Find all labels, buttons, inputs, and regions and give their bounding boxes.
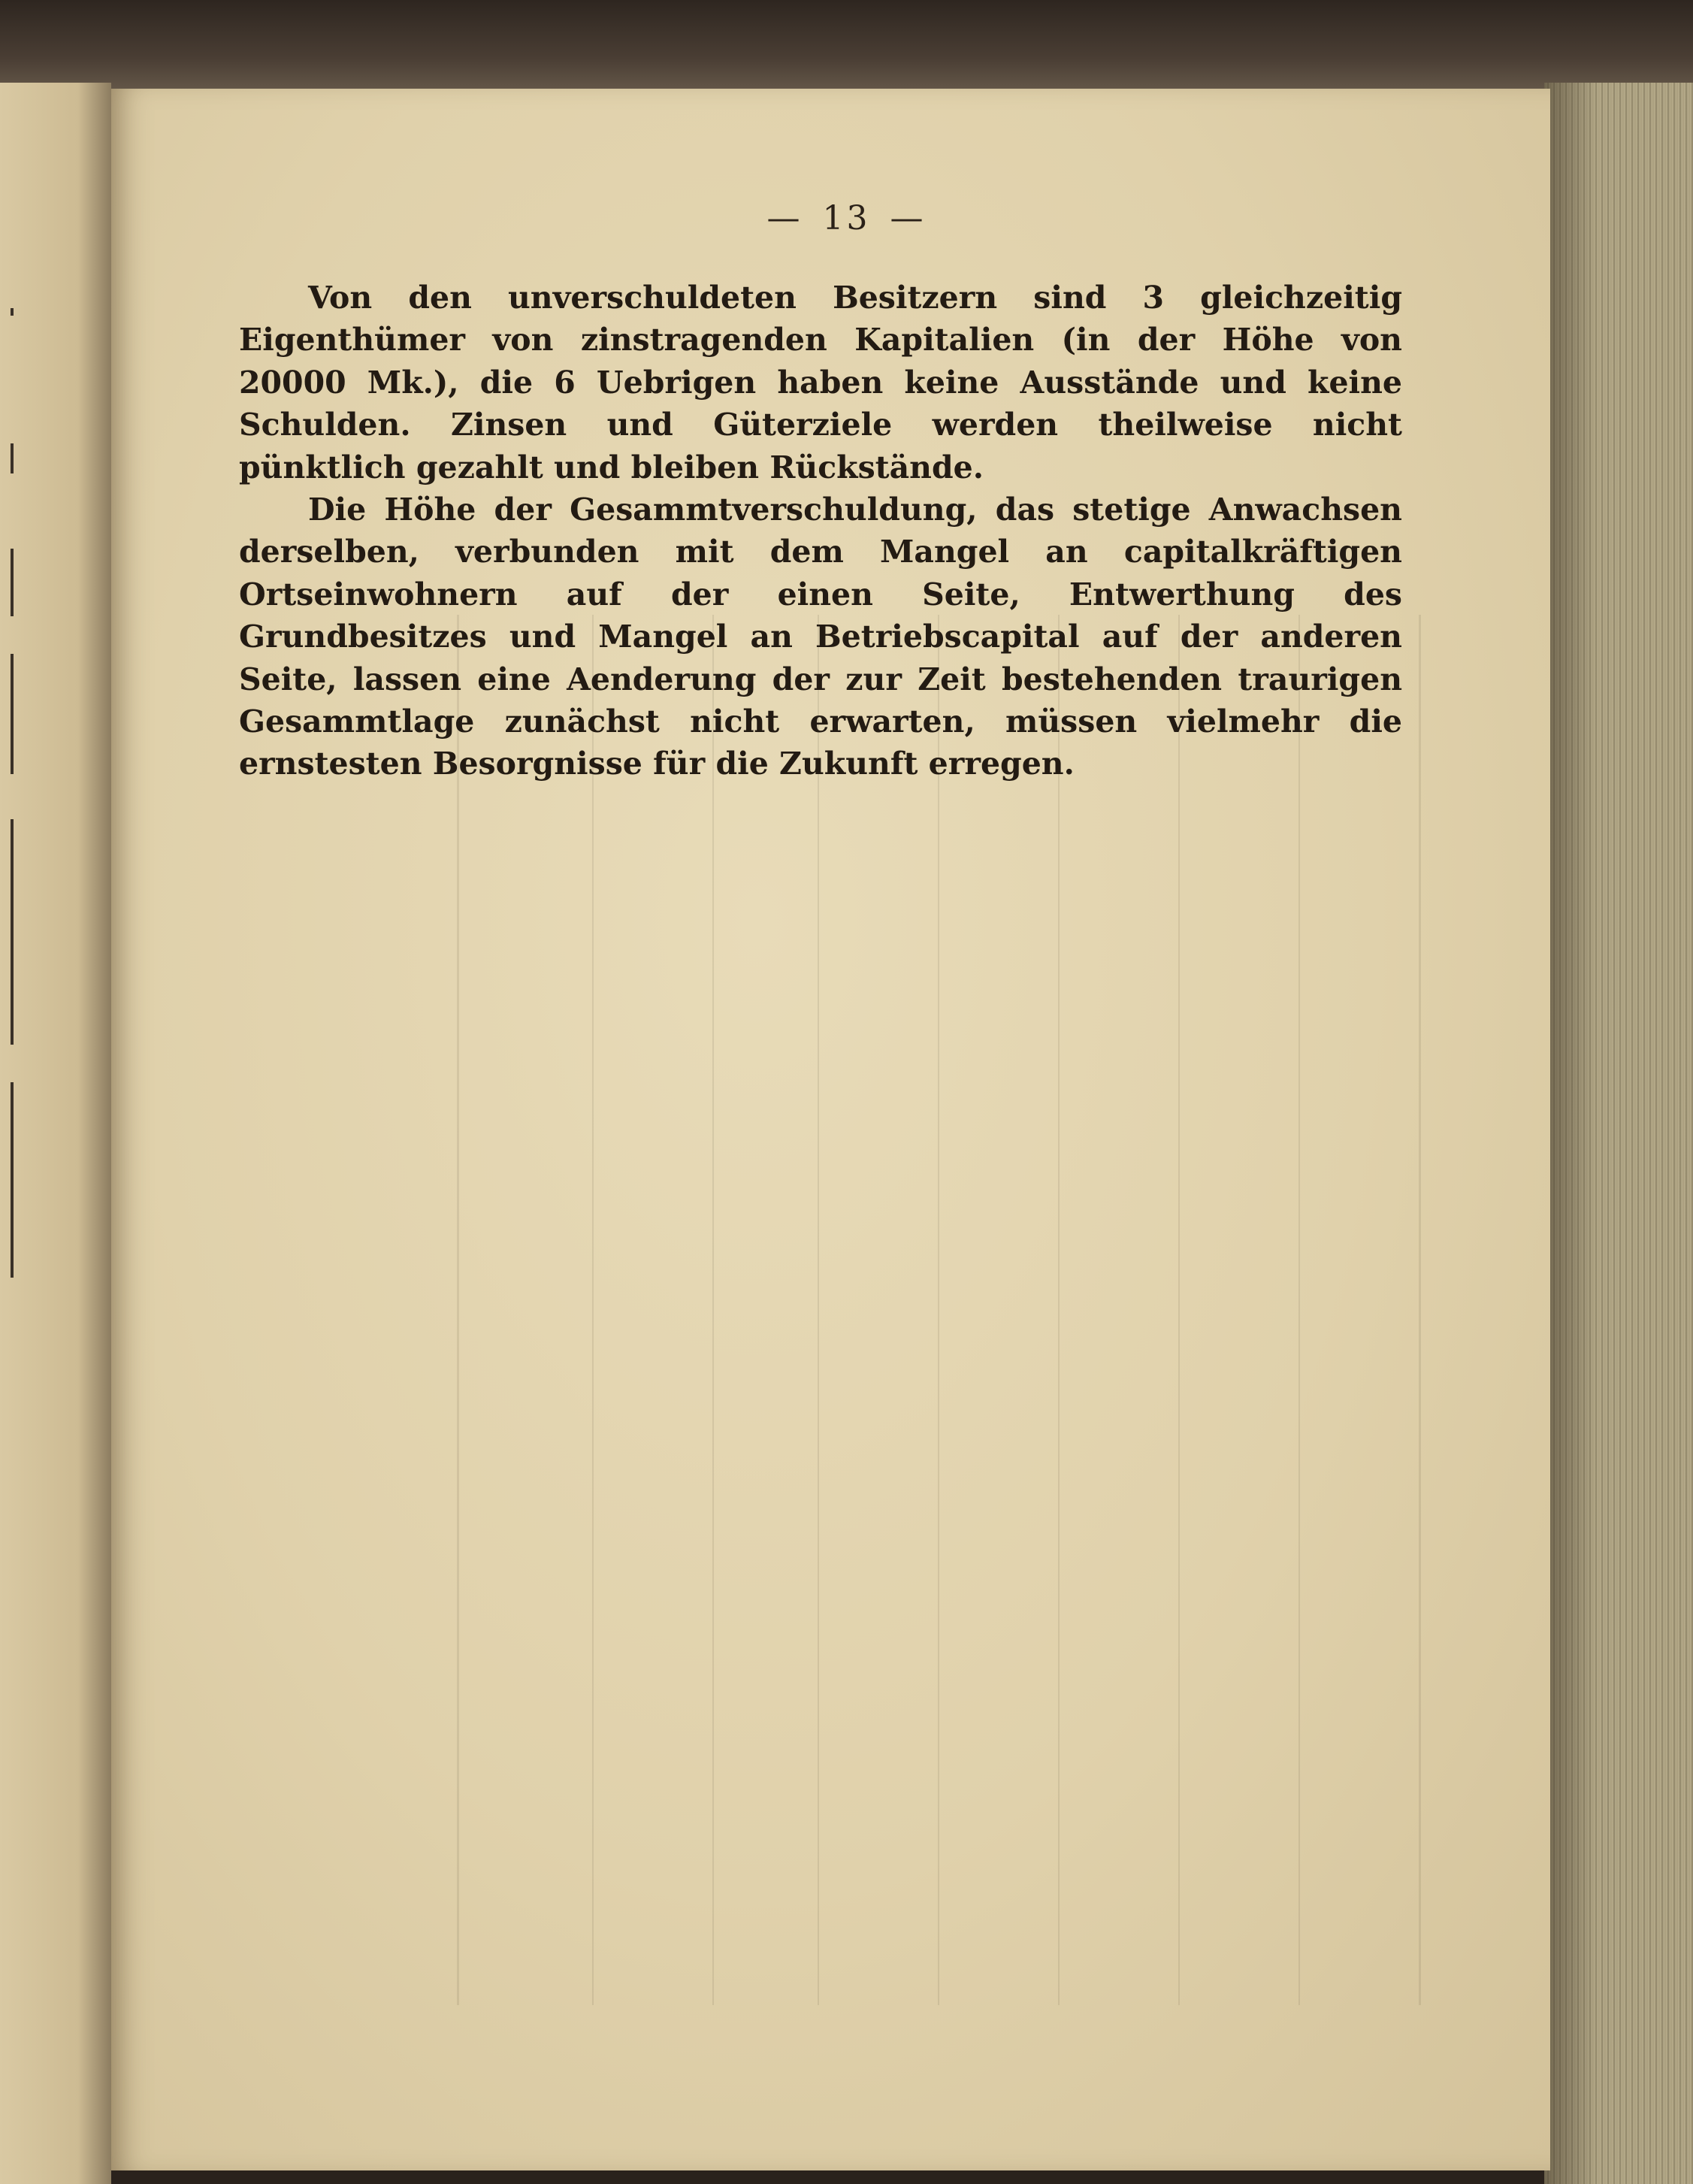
page-number-dash-left: —	[766, 199, 803, 237]
paragraph-1: Von den unverschuldeten Besitzern sind 3 gleichzeitig Eigenthümer von zinstragenden Kapitalien (in der Höhe von 20000 Mk.), die 6 Uebrigen haben keine Ausstände und keine Schulden. Zinsen und Güterziele werden theilweise nicht pünktlich gezahlt und bleiben Rückstände.	[239, 280, 1402, 486]
page-stack-edges	[1544, 83, 1693, 2184]
body-text	[239, 277, 1402, 785]
page-number-value: 13	[822, 199, 871, 237]
paragraph-2: Die Höhe der Gesammtverschuldung, das stetige Anwachsen derselben, verbunden mit dem Mangel an capitalkräftigen Ortseinwohnern auf der einen Seite, Entwerthung des Grundbesitzes und Mangel an Betriebscapital auf der anderen Seite, lassen eine Aenderung der zur Zeit bestehenden traurigen Gesammtlage zunächst nicht erwarten, müssen vielmehr die ernstesten Besorgnisse für die Zukunft erregen.	[239, 492, 1402, 782]
show-through-table	[397, 615, 1486, 2005]
page-number	[0, 199, 1693, 237]
page-number-dash-right: —	[890, 199, 927, 237]
facing-page-edge	[0, 83, 111, 2184]
book-binding	[0, 0, 1693, 98]
